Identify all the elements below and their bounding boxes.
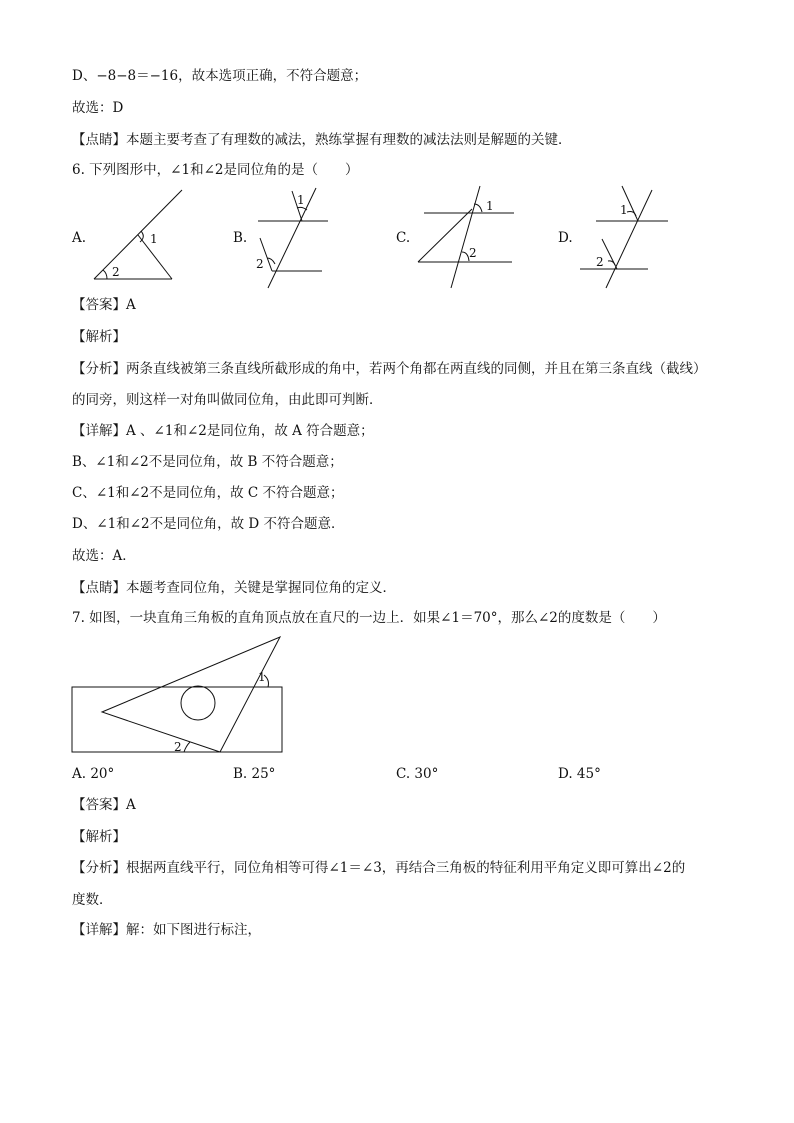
q7-option-b: B. 25° [233,766,276,782]
q6-detail-c: C、∠1和∠2不是同位角，故 C 不符合题意； [72,485,344,501]
q6-b-angle-2: 2 [256,257,264,271]
q6-figure-b [250,186,350,286]
q6-analysis-line-2: 的同旁，则这样一对角叫做同位角，由此即可判断． [72,392,383,408]
question-6-stem: 6. 下列图形中，∠1和∠2是同位角的是（ ） [72,162,359,178]
q6-detail-d: D、∠1和∠2不是同位角，故 D 不符合题意． [72,516,345,532]
q6-detail-b: B、∠1和∠2不是同位角，故 B 不符合题意； [72,454,343,470]
q6-figure-d [576,184,676,289]
q6-option-d-label: D. [558,230,573,246]
q7-option-c: C. 30° [396,766,439,782]
q6-figure-a [90,188,190,283]
q7-option-d: D. 45° [558,766,601,782]
q7-analysis-heading: 【解析】 [72,829,126,845]
q6-analysis-heading: 【解析】 [72,329,126,345]
q7-angle-1: 1 [258,670,266,684]
q6-detail-a: 【详解】A 、∠1和∠2是同位角，故 A 符合题意； [72,423,374,439]
q7-figure-ruler-triangle [70,632,290,757]
prev-answer-line-d: D、−8−8＝−16，故本选项正确，不符合题意； [72,68,368,84]
q6-answer: 【答案】A [72,297,136,313]
q6-a-angle-2: 2 [112,265,120,279]
prev-answer-selection: 故选：D [72,100,124,116]
q6-d-angle-1: 1 [620,203,628,217]
q6-figure-c [414,184,524,289]
q6-selection: 故选：A． [72,548,136,564]
q6-option-c-label: C. [396,230,411,246]
q7-angle-2: 2 [174,740,182,754]
q7-analysis-line-2: 度数． [72,892,113,908]
q6-c-angle-1: 1 [486,199,494,213]
q7-answer: 【答案】A [72,797,136,813]
prev-answer-comment: 【点睛】本题主要考查了有理数的减法，熟练掌握有理数的减法法则是解题的关键． [72,132,572,148]
q6-c-angle-2: 2 [469,246,477,260]
q7-detail-line-1: 【详解】解：如下图进行标注， [72,922,261,938]
q7-analysis-line-1: 【分析】根据两直线平行，同位角相等可得∠1＝∠3，再结合三角板的特征利用平角定义即可算出∠2的 [72,860,686,876]
q7-option-a: A. 20° [72,766,115,782]
q6-a-angle-1: 1 [150,232,158,246]
q6-option-b-label: B. [233,230,248,246]
question-7-stem: 7. 如图，一块直角三角板的直角顶点放在直尺的一边上．如果∠1＝70°，那么∠2的度数是（ ） [72,610,666,626]
q6-analysis-line-1: 【分析】两条直线被第三条直线所截形成的角中，若两个角都在两直线的同侧，并且在第三条直线（截线） [72,361,707,377]
q6-option-a-label: A. [72,230,87,246]
q6-d-angle-2: 2 [596,255,604,269]
q6-b-angle-1: 1 [297,193,305,207]
q6-comment: 【点睛】本题考查同位角，关键是掌握同位角的定义． [72,580,396,596]
